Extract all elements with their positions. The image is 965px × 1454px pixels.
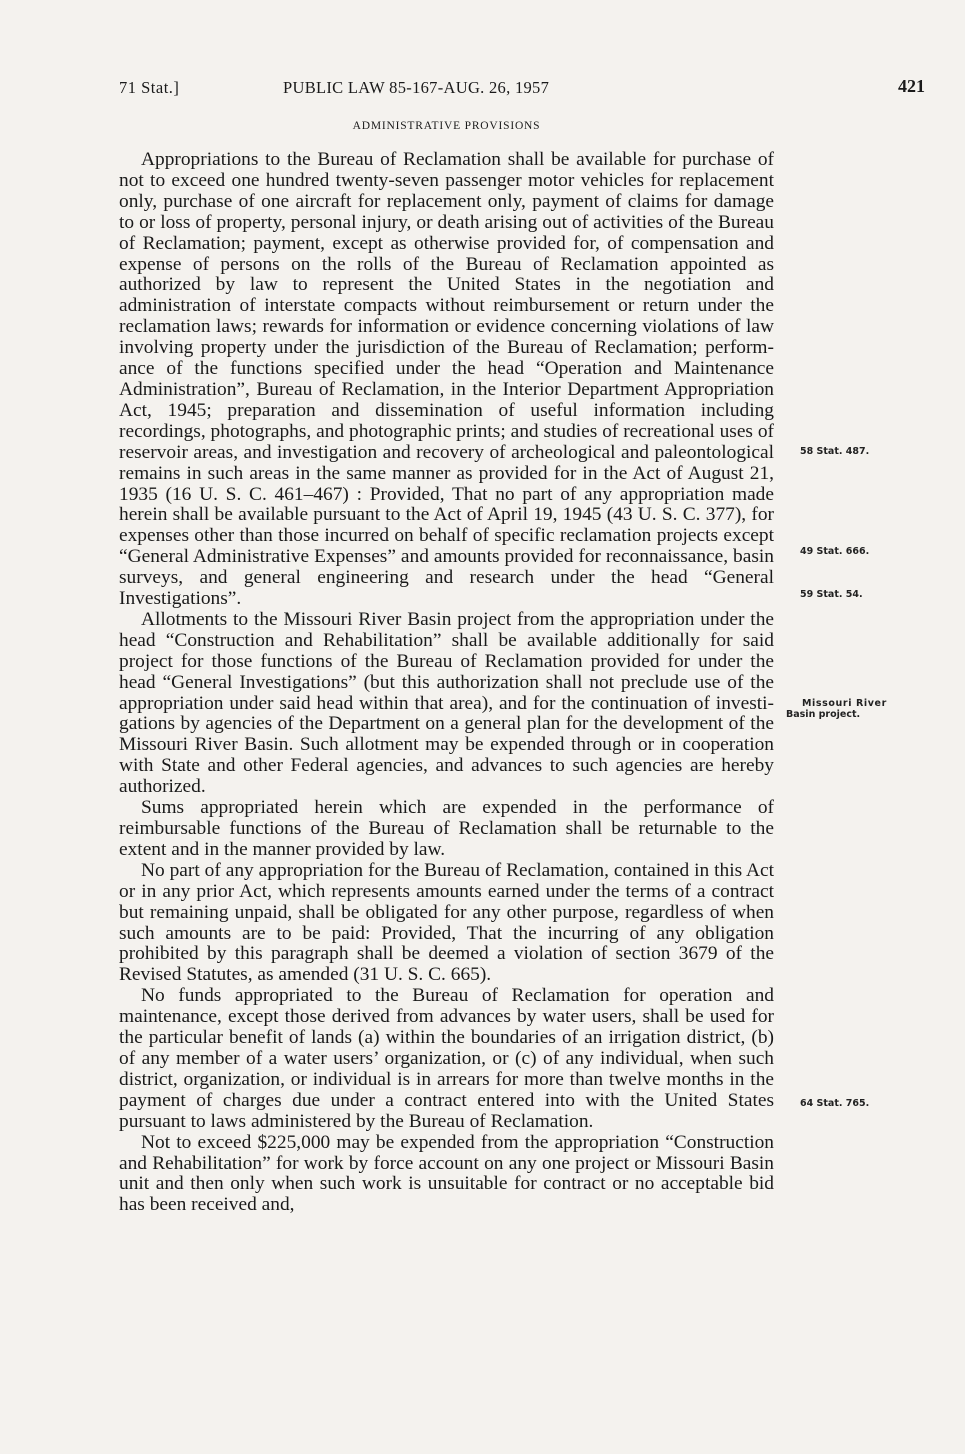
section-title: ADMINISTRATIVE PROVISIONS — [352, 120, 541, 132]
paragraph-sums-appropriated: Sums appropriated herein which are expended in the performance of reimbursable functions of the Bureau of Reclamation shall be returnable to the extent and in the manner provided by law. — [119, 797, 774, 860]
paragraph-not-to-exceed: Not to exceed $225,000 may be expended from the appropriation “Construction and Rehabilitation” for work by force account on any one project or Missouri Basin unit and then only when such work is unsuitable for contract or no acceptable bid has been received and, — [119, 1131, 774, 1216]
law-title: PUBLIC LAW 85-167-AUG. 26, 1957 — [283, 78, 550, 97]
body-text — [119, 150, 774, 1216]
page-header — [119, 78, 925, 102]
margin-note-59-stat: 59 Stat. 54. — [800, 589, 863, 600]
paragraph-no-part: No part of any appropriation for the Bureau of Reclamation, contained in this Act or in any prior Act, which represents amounts earned under the terms of a contract but remaining unpaid, shall be obligated for any other purpose, regardless of when such amounts are to be paid: Provided, That the incurring of any obligation prohibited by this paragraph shall be deemed a violation of section 3679 of the Revised Statutes, as amended (31 U. S. C. 665). — [119, 859, 774, 986]
margin-note-line: Basin project. — [786, 709, 861, 720]
margin-note-58-stat: 58 Stat. 487. — [800, 446, 870, 457]
paragraph-allotments: Allotments to the Missouri River Basin project from the appropriation under the head “Construction and Rehabilitation” shall be available additionally for said project for those functions of the Bureau of Reclamation provided for under the head “General Investigations” (but this authorization shall not preclude use of the appropriation under said head within that area), and for the continuation of investigations by agencies of the Department on a general plan for the development of the Missouri River Basin. Such allotment may be expended through or in cooperation with State and other Federal agencies, and advances to such agencies are hereby authorized. — [119, 608, 774, 798]
volume-reference: 71 Stat.] — [119, 78, 180, 97]
margin-note-64-stat: 64 Stat. 765. — [800, 1098, 870, 1109]
margin-note-49-stat: 49 Stat. 666. — [800, 546, 870, 557]
paragraph-appropriations: Appropriations to the Bureau of Reclamation shall be available for purchase of not to exceed one hundred twenty-seven passenger motor vehicles for replacement only, purchase of one aircraft for replacement only, payment of claims for damage to or loss of property, personal injury, or death arising out of activities of the Bureau of Reclamation; payment, except as otherwise provided for, of compensation and expense of persons on the rolls of the Bureau of Reclamation appointed as authorized by law to represent the United States in the negotiation and administration of interstate compacts without reimbursement or return under the reclamation laws; rewards for information or evidence concerning violations of law involving property under the jurisdiction of the Bureau of Reclamation; performance of the functions specified under the head “Operation and Maintenance Administration”, Bureau of Reclamation, in the Interior Department Appropriation Act, 1945; preparation and dissemination of useful information including recordings, photographs, and photographic prints; and studies of recreational uses of reservoir areas, and investigation and recovery of archeological and paleontological remains in such areas in the same manner as provided for in the Act of August 21, 1935 (16 U. S. C. 461–467) : Provided, That no part of any appropriation made herein shall be available pursuant to the Act of April 19, 1945 (43 U. S. C. 377), for expenses other than those incurred on behalf of specific reclamation projects except “General Administrative Expenses” and amounts provided for reconnaissance, basin surveys, and general engineering and research under the head “General Investigations”. — [119, 149, 774, 610]
margin-note-line: Missouri River — [802, 698, 887, 709]
paragraph-no-funds: No funds appropriated to the Bureau of Reclamation for operation and maintenance, except those derived from advances by water users, shall be used for the particular benefit of lands (a) within the boundaries of an irrigation district, (b) of any member of a water users’ organization, or (c) of any individual, when such district, organization, or individual is in arrears for more than twelve months in the payment of charges due under a contract entered into with the United States pursuant to laws administered by the Bureau of Reclamation. — [119, 985, 774, 1132]
margin-note-missouri-river — [786, 698, 887, 720]
page-number: 421 — [898, 76, 925, 96]
